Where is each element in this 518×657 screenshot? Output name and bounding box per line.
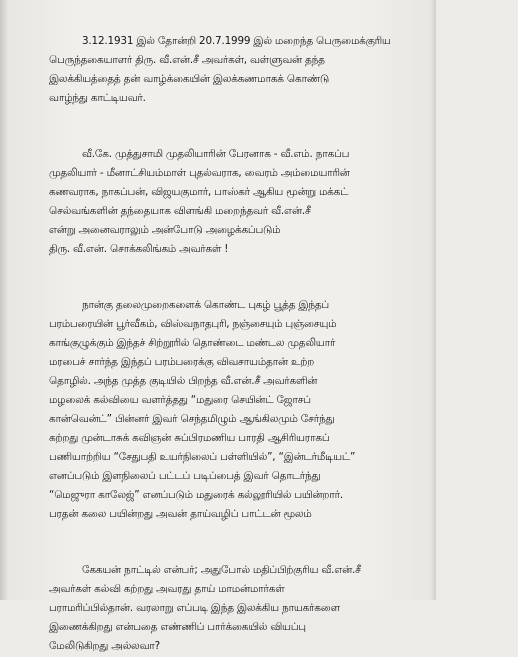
text-span: இணைக்கிறது என்பதை எண்ணிப் பார்க்கையில் வியப்பு [49,621,306,633]
text-span: “மெஜுரா காலேஜ்” எனப்படும் மதுரைக் கல்லூரியில் பயின்றார். [49,489,343,501]
text-span: 3.12.1931 இல் தோன்றி 20.7.1999 இல் மறைந்த பெருமைக்குரிய [82,35,391,47]
text-span: பணியாற்றிய “சேதுபதி உயர்நிலைப் பள்ளியில்”, “இன்டர்மீடியட்” [49,451,356,463]
text-span: வாழ்ந்து காட்டியவர். [49,92,146,104]
text-span: எனப்படும் இளநிலைப் பட்டப் படிப்பைத் இவர் தொடர்ந்து [49,470,321,482]
text-span: திரு. வீ.என். சொக்கலிங்கம் அவர்கள் ! [49,243,229,255]
text-span: மழலைக் கல்வியை வளர்த்தது “மதுரை செயின்ட் ஜோசப் [49,394,311,406]
text-line [0,87,485,109]
text-span: இலக்கியத்தைத் தன் வாழ்க்கையின் இலக்கணமாகக் கொண்டு [49,73,330,85]
text-line [0,503,485,525]
text-span: பரதன் கலை பயின்றது அவன் தாய்வழிப் பாட்டன் மூலம் [49,508,312,520]
text-span: வீ.கே. முத்துசாமி முதலியாரின் பேரனாக - வீ.எம். நாகப்ப [82,148,350,160]
text-span: காங்குழுக்கும் இந்தச் சிற்றூரில் தொண்டை மண்டல முதலியார் [49,337,336,349]
text-line [0,635,485,657]
text-span: செல்வங்களின் தந்தையாக விளங்கி மறைந்தவர் வீ.என்.சீ [49,205,311,217]
text-span: பரம்பரையின் பூர்வீகம், விஸ்வநாதபுரி, நஞ்சையும் புஞ்சையும் [49,318,337,330]
text-span: மரபைச் சார்ந்த இந்தப் பரம்பரைக்கு விவசாயம்தான் உற்ற [49,356,315,368]
text-span: என்று அனைவராலும் அன்போடு அழைக்கப்படும் [49,224,281,236]
text-span: கற்றது முன்டாசுக் கவிஞன் சுப்பிரமணிய பாரதி ஆசிரியராகப் [49,432,330,444]
text-span: கேகயன் நாட்டில் என்பர்; அதுபோல் மதிப்பிற்குரிய வீ.என்.சீ [82,564,361,576]
text-span: முதலியார் - மீனாட்சியம்மாள் புதல்வராக, வைரம் அம்மையாரின் [49,167,350,179]
text-span: அவர்கள் கல்வி கற்றது அவரது தாய் மாமன்மார்கள் [49,583,285,595]
text-span: கணவராக, நாகப்பன், விஜயகுமார், பாஸ்கர் ஆகிய மூன்று மக்கட் [49,186,349,198]
text-line [0,238,485,260]
text-span: கான்வென்ட்” பின்னர் இவர் செந்தமிழும் ஆங்கிலமும் சேர்ந்து [49,413,335,425]
text-span: பெருந்தகையாளர் திரு. வீ.என்.சீ அவர்கள், வள்ளுவன் தந்த [49,54,325,66]
text-span: நான்கு தலைமுறைகளைக் கொண்ட புகழ் பூத்த இந்தப் [82,299,329,311]
text-span: தொழில். அந்த முத்த குடியில் பிறந்த வீ.என்.சீ அவர்களின் [49,375,318,387]
text-span: மேலிடுகிறது அல்லவா? [49,640,161,652]
text-span: பராமரிப்பில்தான். வரலாறு எப்படி இந்த இலக்கிய நாயகர்களை [49,602,340,614]
